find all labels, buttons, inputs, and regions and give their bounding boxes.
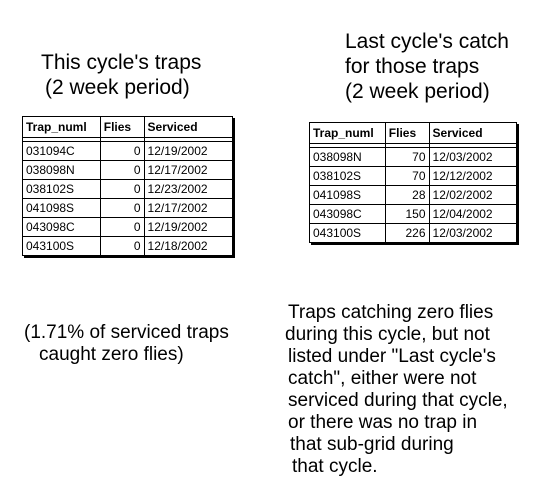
flies-cell: 0 xyxy=(100,218,144,237)
trap-cell: 031094C xyxy=(23,142,101,161)
this-cycle-heading xyxy=(41,50,201,100)
flies-cell: 70 xyxy=(385,148,429,167)
table-row xyxy=(23,161,233,180)
note-line: that cycle. xyxy=(292,456,378,477)
table-row xyxy=(23,180,233,199)
column-header-flies: Flies xyxy=(385,123,429,144)
heading-line: This cycle's traps xyxy=(41,51,202,74)
table-row xyxy=(310,205,517,224)
trap-cell: 038098N xyxy=(310,148,386,167)
heading-line: Last cycle's catch xyxy=(345,30,509,53)
column-header-trap: Trap_numl xyxy=(23,117,101,138)
serviced-cell: 12/18/2002 xyxy=(144,237,232,256)
note-line: (1.71% of serviced traps xyxy=(24,322,229,343)
flies-cell: 70 xyxy=(385,167,429,186)
table-row xyxy=(23,237,233,256)
note-line: listed under "Last cycle's xyxy=(288,346,496,367)
flies-cell: 0 xyxy=(100,199,144,218)
flies-cell: 0 xyxy=(100,180,144,199)
trap-cell: 043100S xyxy=(23,237,101,256)
table-header-row xyxy=(23,117,233,138)
table-row xyxy=(310,148,517,167)
heading-line: (2 week period) xyxy=(345,80,490,103)
trap-cell: 043098C xyxy=(23,218,101,237)
note-line: Traps catching zero flies xyxy=(288,302,494,323)
serviced-cell: 12/12/2002 xyxy=(429,167,516,186)
trap-cell: 038102S xyxy=(310,167,386,186)
table-row xyxy=(310,167,517,186)
note-line: that sub-grid during xyxy=(290,434,454,455)
trap-cell: 038098N xyxy=(23,161,101,180)
zero-flies-explanation-note xyxy=(285,302,508,478)
this-cycle-traps-table xyxy=(22,116,233,256)
trap-cell: 041098S xyxy=(310,186,386,205)
serviced-cell: 12/17/2002 xyxy=(144,161,232,180)
column-header-serviced: Serviced xyxy=(429,123,516,144)
note-line: catch", either were not xyxy=(288,368,477,389)
trap-cell: 043098C xyxy=(310,205,386,224)
last-cycle-heading xyxy=(345,29,509,104)
flies-cell: 28 xyxy=(385,186,429,205)
column-header-serviced: Serviced xyxy=(144,117,232,138)
flies-cell: 0 xyxy=(100,237,144,256)
heading-line: (2 week period) xyxy=(45,76,190,99)
column-header-flies: Flies xyxy=(100,117,144,138)
flies-cell: 0 xyxy=(100,161,144,180)
serviced-cell: 12/17/2002 xyxy=(144,199,232,218)
serviced-cell: 12/03/2002 xyxy=(429,224,516,243)
note-line: during this cycle, but not xyxy=(285,324,490,345)
serviced-cell: 12/19/2002 xyxy=(144,142,232,161)
table-header-row xyxy=(310,123,517,144)
flies-cell: 226 xyxy=(385,224,429,243)
table-row xyxy=(310,186,517,205)
table-row xyxy=(310,224,517,243)
trap-cell: 043100S xyxy=(310,224,386,243)
table-row xyxy=(23,199,233,218)
serviced-cell: 12/19/2002 xyxy=(144,218,232,237)
table-row xyxy=(23,142,233,161)
last-cycle-catch-table xyxy=(309,122,517,243)
flies-cell: 0 xyxy=(100,142,144,161)
serviced-cell: 12/02/2002 xyxy=(429,186,516,205)
serviced-cell: 12/03/2002 xyxy=(429,148,516,167)
serviced-cell: 12/23/2002 xyxy=(144,180,232,199)
note-line: or there was no trap in xyxy=(288,412,478,433)
note-line: caught zero flies) xyxy=(39,344,184,365)
serviced-cell: 12/04/2002 xyxy=(429,205,516,224)
flies-cell: 150 xyxy=(385,205,429,224)
table-row xyxy=(23,218,233,237)
column-header-trap: Trap_numl xyxy=(310,123,386,144)
heading-line: for those traps xyxy=(345,55,480,78)
trap-cell: 041098S xyxy=(23,199,101,218)
trap-cell: 038102S xyxy=(23,180,101,199)
zero-flies-percentage-note xyxy=(24,322,229,366)
note-line: serviced during that cycle, xyxy=(288,390,508,411)
